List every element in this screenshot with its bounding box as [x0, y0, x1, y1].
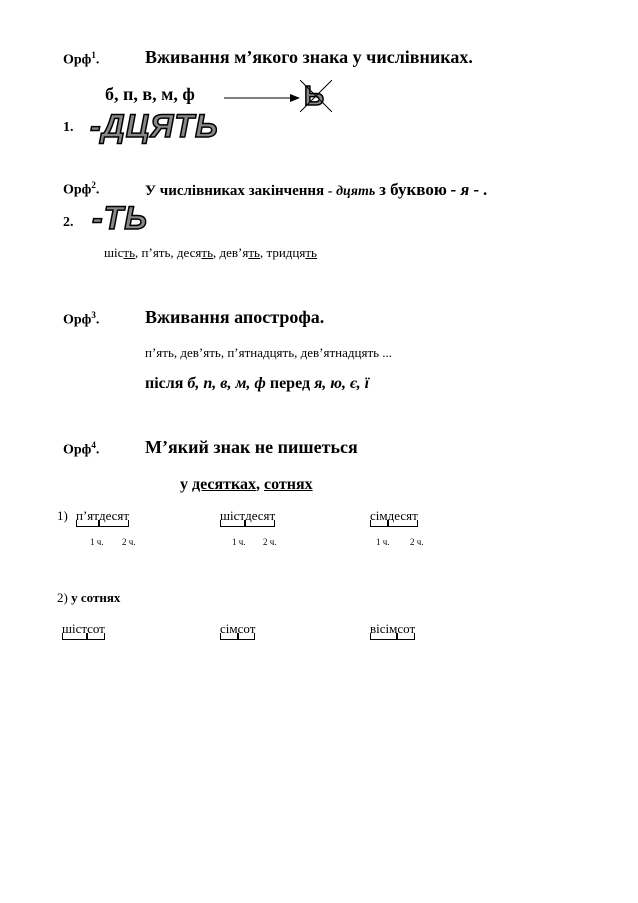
apostrophe-rule: після б, п, в, м, ф перед я, ю, є, ї [145, 375, 370, 392]
example-word: шість [104, 245, 136, 260]
cross-icon [300, 80, 332, 112]
bracket [220, 520, 245, 527]
bracket [245, 520, 275, 527]
wordart-t: -ТЬ [92, 200, 148, 236]
bracket [62, 633, 87, 640]
part-label: 1 ч. [376, 537, 390, 547]
hundreds-word-3 [370, 621, 415, 637]
item-number-1: 1. [63, 120, 74, 135]
example-word: дев’ять [219, 245, 260, 260]
hundreds-word-2 [220, 621, 255, 637]
example-word: тридцять [266, 245, 317, 260]
bracket [397, 633, 415, 640]
part-2-heading: 2) у сотнях [57, 590, 121, 605]
word-part-2: сот [397, 621, 415, 636]
part-label: 2 ч. [410, 537, 424, 547]
word-part-1: шіст [220, 508, 245, 523]
example-word: п’ять [141, 245, 171, 260]
section-1-title: Вживання м’якого знака у числівниках. [145, 47, 473, 67]
section-4-subtitle: у десятках, сотнях [180, 476, 313, 493]
section-3-label: Орф$^3$. [63, 310, 100, 328]
bracket [370, 633, 397, 640]
word-part-2: сот [87, 621, 105, 636]
part-label: 1 ч. [90, 537, 104, 547]
soft-sign-examples: шість, п’ять, десять, дев’ять, тридцять [104, 245, 317, 260]
section-2-rule: У числівниках закінчення - дцять з буквою - я - . [145, 180, 488, 199]
section-1-label: Орф$^1$. [63, 50, 100, 68]
ending-dcyat: - дцять [327, 184, 376, 199]
word-part-1: вісім [370, 621, 397, 636]
word-part-2: десят [99, 508, 129, 523]
word-part-2: десят [388, 508, 418, 523]
apostrophe-examples: п’ять, дев’ять, п’ятнадцять, дев’ятнадцять ... [145, 345, 393, 360]
labial-letters: б, п, в, м, ф [105, 84, 195, 104]
bracket [238, 633, 256, 640]
section-2-label: Орф$^2$. [63, 180, 100, 198]
word-part-2: сот [238, 621, 256, 636]
part-label: 1 ч. [232, 537, 246, 547]
bracket [87, 633, 105, 640]
word-part-1: п’ят [76, 508, 99, 523]
word-part-2: десят [245, 508, 275, 523]
word-part-1: сім [220, 621, 238, 636]
crossed-soft-sign: Ь [300, 80, 332, 112]
tens-word-1 [76, 508, 129, 524]
section-4-label: Орф$^4$. [63, 440, 100, 458]
tens-word-3 [370, 508, 418, 524]
section-3-title: Вживання апострофа. [145, 307, 325, 327]
wordart-dcyat: -ДЦЯТЬ [90, 108, 219, 144]
bracket [388, 520, 418, 527]
bracket [76, 520, 99, 527]
section-4-title: М’який знак не пишеться [145, 437, 358, 457]
part-label: 2 ч. [122, 537, 136, 547]
part-label: 2 ч. [263, 537, 277, 547]
bracket [370, 520, 388, 527]
example-word: десять [176, 245, 214, 260]
bracket [99, 520, 129, 527]
hundreds-word-1 [62, 621, 105, 637]
tens-word-2 [220, 508, 275, 524]
word-part-1: шіст [62, 621, 87, 636]
bracket [220, 633, 238, 640]
word-part-1: сім [370, 508, 388, 523]
item-number-2: 2. [63, 215, 74, 230]
part-1-number: 1) [57, 508, 68, 523]
